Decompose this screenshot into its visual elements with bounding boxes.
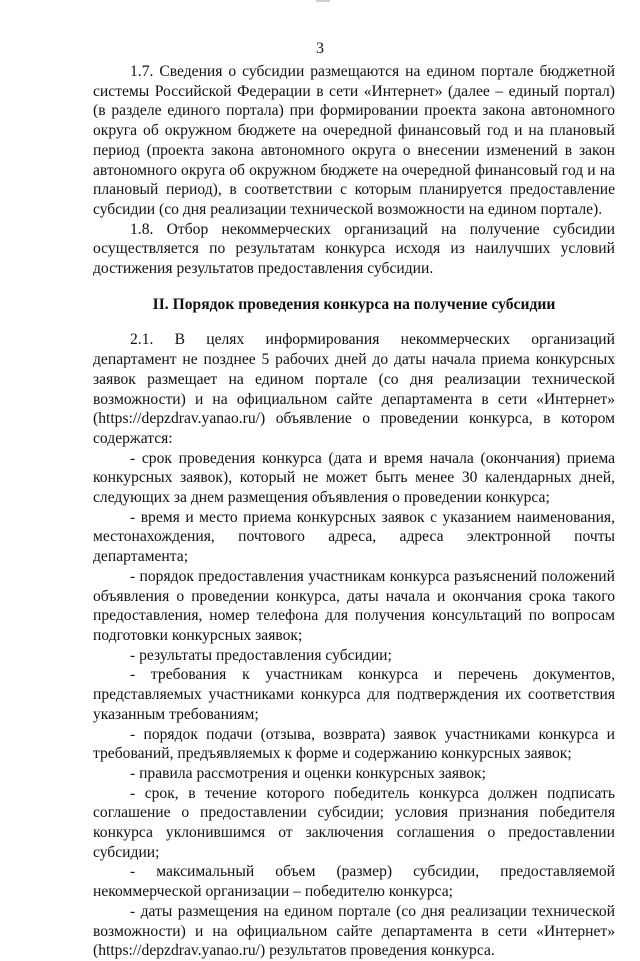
list-item: - максимальный объем (размер) субсидии, предоставляемой некоммерческой организации – победителю конкурса; <box>93 863 615 901</box>
paragraph-1-7: 1.7. Сведения о субсидии размещаются на едином портале бюджетной системы Российской Федерации в сети «Интернет» (далее – единый портал) (в разделе единого портала) при формировании проекта закона автономного округа об окружном бюджете на очередной финансовый год и на плановый период (проекта закона автономного округа о внесении изменений в закон автономного округа об окружном бюджете на очередной финансовый год и на плановый период), в соответствии с которым планируется предоставление субсидии (со дня реализации технической возможности на едином портале). <box>93 63 615 218</box>
list-item: - даты размещения на едином портале (со дня реализации технической возможности) и на официальном сайте департамента в сети «Интернет» (https://depzdrav.yanao.ru/) результатов проведения конкурса. <box>93 902 615 960</box>
list-item: - срок проведения конкурса (дата и время начала (окончания) приема конкурсных заявок), который не может быть менее 30 календарных дней, следующих за днем размещения объявления о проведении конкурса; <box>93 449 615 507</box>
page-number: 3 <box>316 40 324 57</box>
list-item: - правила рассмотрения и оценки конкурсных заявок; <box>130 764 486 782</box>
list-item: - результаты предоставления субсидии; <box>130 646 392 664</box>
list-item: - требования к участникам конкурса и перечень документов, представляемых участниками конкурса для подтверждения их соответствия указанным требованиям; <box>93 666 615 723</box>
paragraph-2-1: 2.1. В целях информирования некоммерческих организаций департамент не позднее 5 рабочих дней до даты начала приема конкурсных заявок размещает на едином портале (со дня реализации технической возможности) и на официальном сайте департамента в сети «Интернет» (https://depzdrav.yanao.ru/) объявление о проведении конкурса, в котором содержатся: <box>93 331 615 447</box>
paragraph-1-8: 1.8. Отбор некоммерческих организаций на получение субсидии осуществляется по результатам конкурса исходя из наилучших условий достижения результатов предоставления субсидии. <box>93 220 615 278</box>
list-item: - порядок подачи (отзыва, возврата) заявок участниками конкурса и требований, предъявляемых к форме и содержанию конкурсных заявок; <box>93 725 615 763</box>
list-item: - время и место приема конкурсных заявок с указанием наименования, местонахождения, почтового адреса, адреса электронной почты департамента; <box>93 508 615 566</box>
list-item: - срок, в течение которого победитель конкурса должен подписать соглашение о предоставлении субсидии; условия признания победителя конкурса уклонившимся от заключения соглашения о предоставлении субсидии; <box>93 784 615 861</box>
section-heading: II. Порядок проведения конкурса на получение субсидии <box>152 295 556 313</box>
list-item: - порядок предоставления участникам конкурса разъяснений положений объявления о проведении конкурса, даты начала и окончания срока такого предоставления, номер телефона для получения консультаций по вопросам подготовки конкурсных заявок; <box>93 567 615 644</box>
document-body <box>93 62 615 961</box>
scan-artifact <box>316 0 330 2</box>
